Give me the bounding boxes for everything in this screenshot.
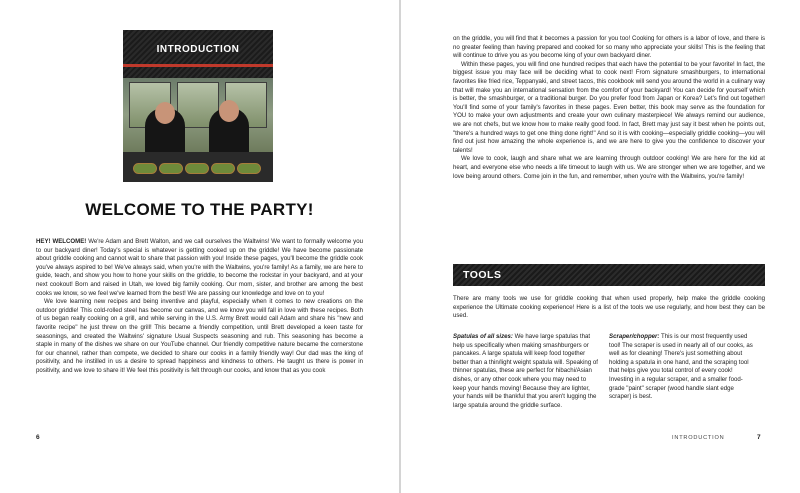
- section-heading: TOOLS: [463, 269, 502, 281]
- head-left: [155, 102, 175, 124]
- paragraph-text: We're Adam and Brett Walton, and we call ourselves the Waltwins! We want to formally welcome you to our backyard diner! Today's special is whatever is getting cooked up on the griddle! We have become passionate about griddle cooking and cannot wait to share that passion with you! Inside these pages, you'll become the griddle cook you've always aspired to be! We've always said, when you're with the Waltwins, you're family! As a family, we are here to guide, teach, and show you how to hone your skills on the griddle, to become the rockstar in your backyard, and at your next cookout! Born and raised in Utah, we loved big family cooking. Our mom, sister, and brother are among the best cooks we know, so we feel we've learned from the best! We are passing our knowledge and love on to you!: [36, 238, 363, 297]
- left-page: [0, 0, 399, 493]
- food-item: [211, 163, 235, 174]
- running-head: INTRODUCTION: [672, 435, 725, 441]
- paragraph: [609, 333, 756, 402]
- paragraph: [453, 333, 600, 410]
- hero-image: [123, 30, 273, 182]
- paragraph: Within these pages, you will find one hundred recipes that each have the potential to be your favorite! In fact, the biggest issue you may face will be deciding what to cook next! From signature smashburgers, to international favorites like fried rice, Teppanyaki, and street tacos, this cookbook will send you around the world in a culinary way that will make you an international sensation from the comfort of your backyard! You can decide for yourself which is better, the smashburger, or a traditional burger. Do you prefer food from Japan or Korea? Let's find out together! You'll find some of your family's favorites in these pages. Even better, this book may serve as the foundation for YOU to make your own adjustments and create your own culinary masterpiece! We always remind our audience, we are not chefs, but we know how to make really good food. In fact, Brett may just say it best when he points out, "there's a hundred ways to get one thing done right!" And so it is with cooking—especially griddle cooking—you will find out just how amazing the whole experience is, and we are here to give you the confidence to discover your talents!: [453, 60, 765, 154]
- head-right: [219, 100, 239, 122]
- paragraph: We love learning new recipes and being inventive and playful, especially when it comes to new creations on the outdoor griddle! This cold-rolled steel has become our canvas, and we know you will fall in love with these recipes. Both of us began really cooking on a grill, and while serving in the U.S. Army Brett would call Adam and share his "new and favorite recipe" he just threw on the grill! This became a friendly competition, until Brett developed a keen taste for seasonings, and created the Waltwins' signature Usual Suspects seasoning and rub. This seasoning has become a staple in many of the dishes we share on our YouTube channel. Our friendly competitive nature became the cornerstone for our channel, rather than compete, we decided to share our cooks in a family friendly way! Our dad was the king of positivity, and he instilled in us a desire to spread happiness and kindness to others. He taught us there is power in positivity, and we love to share it! We feel this positivity is felt through our cooks, and know that as you cook: [36, 298, 363, 374]
- red-stripe: [123, 64, 273, 67]
- lead-in: Scraper/chopper:: [609, 333, 660, 340]
- photo-two-chefs-icon: [123, 78, 273, 182]
- food-item: [159, 163, 183, 174]
- lead-in: Spatulas of all sizes:: [453, 333, 513, 340]
- right-body-text: [453, 35, 765, 181]
- tools-heading-bar: [453, 264, 765, 286]
- lead-in: HEY! WELCOME!: [36, 238, 87, 245]
- food-item: [133, 163, 157, 174]
- tools-intro: [453, 295, 765, 321]
- food-item: [185, 163, 209, 174]
- paragraph: There are many tools we use for griddle cooking that when used properly, help make the griddle cooking experience the Ultimate cooking experience! Here is a list of the tools we use regularly, and how best they can be used.: [453, 295, 765, 320]
- left-body-text: [36, 238, 363, 376]
- paragraph: We love to cook, laugh and share what we are learning through outdoor cooking! We are here for the kid at heart, and everyone else who needs a life timeout to laugh with us. We are stronger when we are together, and we love being around others. Come join in the fun, and remember, when you're with the Waltwins, you're family!: [453, 155, 765, 180]
- page-number: 7: [757, 434, 761, 441]
- page-headline: WELCOME TO THE PARTY!: [85, 200, 314, 219]
- paragraph-text: We have large spatulas that help us specifically when making smashburgers or pancakes. A large spatula will keep food together better than a thin/light weight spatula will. Speaking of thinner spatulas, these are perfect for hibachi/Asian dishes, or any other cook where you may need to keep your hands moving! Because they are lighter, your hands will be thankful that you aren't lugging the large spatula around the griddle surface.: [453, 333, 598, 409]
- column-scraper: [609, 333, 756, 402]
- paragraph-text: This is our most frequently used tool! The scraper is used in nearly all of our cooks, as well as for cleaning! There's just something about holding a spatula in one hand, and the scraping tool that helps give you total control of every cook! Investing in a regular scraper, and a smaller food-grade "paint" scraper (wood handle slant edge scraper) is best.: [609, 333, 753, 401]
- food-item: [237, 163, 261, 174]
- column-spatulas: [453, 333, 600, 410]
- hero-label: INTRODUCTION: [156, 44, 240, 55]
- paragraph: on the griddle, you will find that it becomes a passion for you too! Cooking for others is a labor of love, and there is no greater feeling than having prepared and cooked for so many who appreciate your skills! This is the feeling that will continue to drive you as you become king of your own backyard diner.: [453, 35, 765, 60]
- paragraph: [36, 238, 363, 298]
- page-number: 6: [36, 434, 40, 441]
